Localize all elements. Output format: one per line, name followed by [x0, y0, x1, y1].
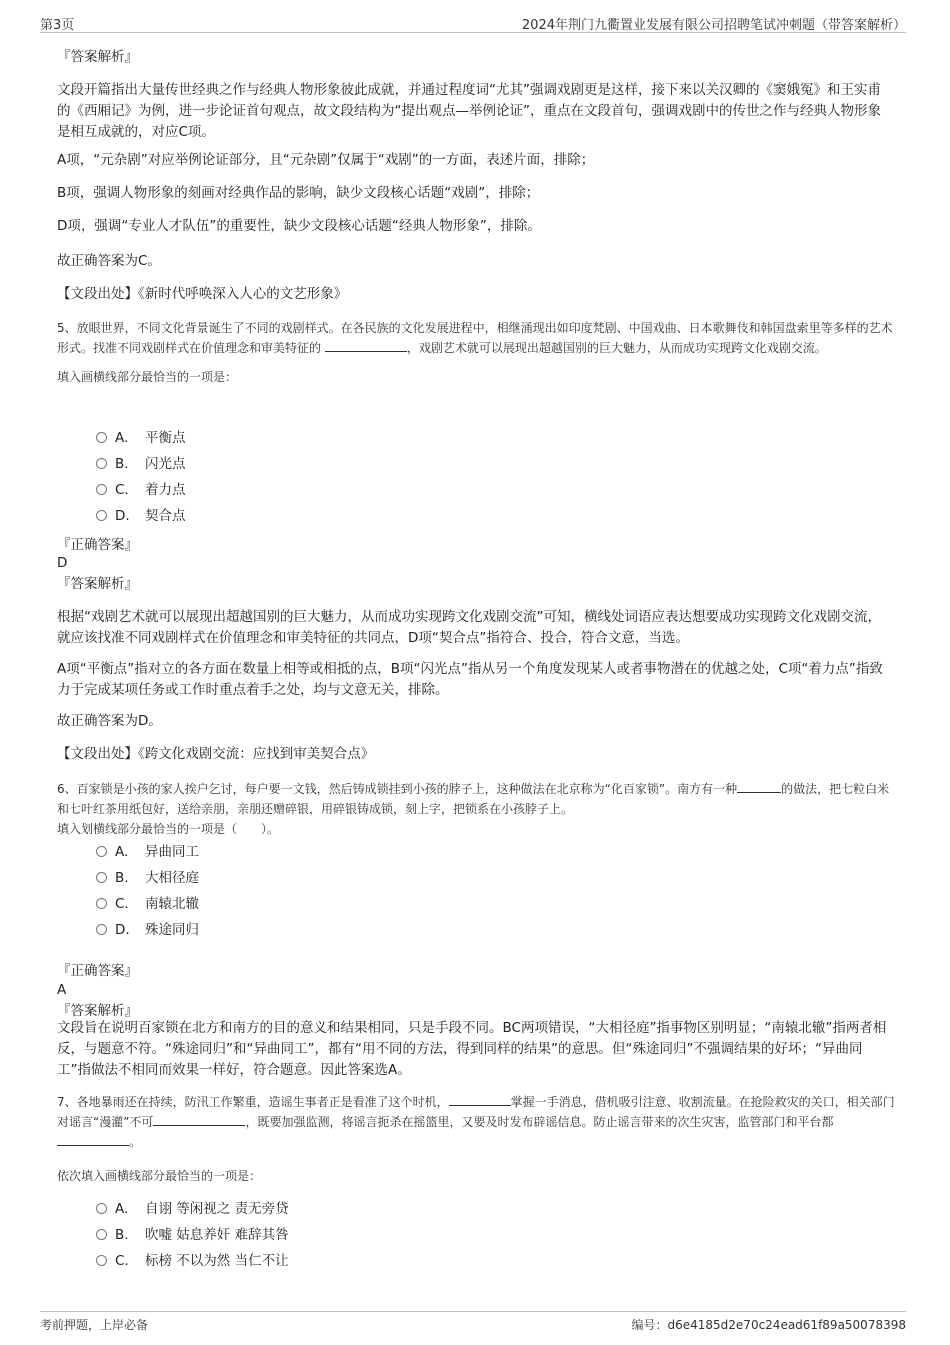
radio-button[interactable] — [96, 432, 107, 443]
analysis-paragraph: 文段旨在说明百家锁在北方和南方的目的意义和结果相同，只是手段不同。BC两项错误，“大相径庭”指事物区别明显；“南辕北辙”指两者相反，与题意不符。“殊途同归”和“异曲同工”，都有“用不同的方法，得到同样的结果”的意思。但“殊途同归”不强调结果的好坏；“异曲同工”指做法不相同而效果一样好，符合题意。因此答案选A。 — [57, 1020, 887, 1078]
source-citation: 【文段出处】《跨文化戏剧交流：应找到审美契合点》 — [57, 746, 375, 762]
option-b[interactable]: B. 大相径庭 — [96, 867, 199, 889]
radio-button[interactable] — [96, 846, 107, 857]
document-code: 编号：d6e4185d2e70c24ead61f89a50078398 — [631, 1318, 906, 1332]
option-b[interactable]: B. 闪光点 — [96, 453, 186, 475]
answer-value: D — [57, 555, 68, 571]
option-c[interactable]: C. 标榜 不以为然 当仁不让 — [96, 1250, 289, 1272]
question-prompt: 依次填入画横线部分最恰当的一项是： — [57, 1169, 262, 1183]
radio-button[interactable] — [96, 1229, 107, 1240]
analysis-paragraph: A项，“元杂剧”对应举例论证部分，且“元杂剧”仅属于“戏剧”的一方面，表述片面，排除； — [57, 152, 595, 168]
correct-answer-statement: 故正确答案为C。 — [57, 253, 161, 269]
radio-button[interactable] — [96, 924, 107, 935]
question-stem: 6、百家锁是小孩的家人挨户乞讨，每户要一文钱，然后铸成锁挂到小孩的脖子上，这种做法在北京称为“化百家锁”。南方有一种 的做法，把七粒白米和七叶红茶用纸包好，送给亲朋，亲朋还赠碎银，用碎银铸成锁，刻上字，把锁系在小孩脖子上。 — [57, 779, 899, 819]
analysis-paragraph: D项，强调“专业人才队伍”的重要性，缺少文段核心话题“经典人物形象”，排除。 — [57, 218, 541, 234]
question-prompt: 填入画横线部分最恰当的一项是： — [57, 370, 238, 384]
page-footer — [40, 1311, 906, 1334]
page-number: 第3页 — [40, 18, 75, 33]
analysis-label: 『答案解析』 — [57, 49, 138, 65]
option-d[interactable]: D. 殊途同归 — [96, 919, 199, 941]
analysis-paragraph: 根据“戏剧艺术就可以展现出超越国别的巨大魅力，从而成功实现跨文化戏剧交流”可知，横线处词语应表达想要成功实现跨文化戏剧交流，就应该找准不同戏剧样式在价值理念和审美特征的共同点，D项“契合点”指符合、投合，符合文意，当选。 — [57, 609, 881, 646]
option-c[interactable]: C. 南辕北辙 — [96, 893, 199, 915]
option-b[interactable]: B. 吹嘘 姑息养奸 难辞其咎 — [96, 1224, 289, 1246]
fill-blank — [57, 1132, 129, 1146]
option-a[interactable]: A. 平衡点 — [96, 427, 186, 449]
analysis-paragraph: 文段开篇指出大量传世经典之作与经典人物形象彼此成就，并通过程度词“尤其”强调戏剧更是这样，接下来以关汉卿的《窦娥冤》和王实甫的《西厢记》为例，进一步论证首句观点，故文段结构为“提出观点—举例论证”，重点在文段首句，强调戏剧中的传世之作与经典人物形象是相互成就的，对应C项。 — [57, 82, 881, 140]
question-stem: 5、放眼世界，不同文化背景诞生了不同的戏剧样式。在各民族的文化发展进程中，相继涌现出如印度梵剧、中国戏曲、日本歌舞伎和韩国盘索里等多样的艺术形式。找准不同戏剧样式在价值理念和审美特征的 ，戏剧艺术就可以展现出超越国别的巨大魅力，从而成功实现跨文化戏剧交流。 — [57, 321, 893, 355]
fill-blank — [153, 1112, 245, 1126]
fill-blank — [325, 338, 407, 352]
radio-button[interactable] — [96, 898, 107, 909]
analysis-label: 『答案解析』 — [57, 576, 138, 592]
page-header — [40, 11, 906, 33]
radio-button[interactable] — [96, 510, 107, 521]
answer-label: 『正确答案』 — [57, 537, 138, 553]
radio-button[interactable] — [96, 484, 107, 495]
correct-answer-statement: 故正确答案为D。 — [57, 713, 162, 729]
footer-slogan: 考前押题，上岸必备 — [40, 1318, 149, 1332]
question-stem: 7、各地暴雨还在持续，防汛工作繁重，造谣生事者正是看准了这个时机， 掌握一手消息，借机吸引注意、收割流量。在抢险救灾的关口，相关部门对谣言“漫灌”不可 ，既要加强监测，将谣言扼杀在摇篮里，又要及时发布辟谣信息。防止谣言带来的次生灾害，监管部门和平台都。 — [57, 1092, 899, 1152]
answer-value: A — [57, 982, 67, 998]
answer-label: 『正确答案』 — [57, 963, 138, 979]
analysis-paragraph: A项“平衡点”指对立的各方面在数量上相等或相抵的点，B项“闪光点”指从另一个角度发现某人或者事物潜在的优越之处，C项“着力点”指致力于完成某项任务或工作时重点着手之处，均与文意无关，排除。 — [57, 661, 883, 698]
fill-blank — [737, 779, 781, 793]
radio-button[interactable] — [96, 1255, 107, 1266]
radio-button[interactable] — [96, 1203, 107, 1214]
question-prompt: 填入划横线部分最恰当的一项是（ ）。 — [57, 822, 280, 836]
analysis-paragraph: B项，强调人物形象的刻画对经典作品的影响，缺少文段核心话题“戏剧”，排除； — [57, 185, 540, 201]
option-a[interactable]: A. 自诩 等闲视之 责无旁贷 — [96, 1198, 289, 1220]
radio-button[interactable] — [96, 458, 107, 469]
analysis-label: 『答案解析』 — [57, 1003, 138, 1019]
radio-button[interactable] — [96, 872, 107, 883]
document-title: 2024年荆门九衢置业发展有限公司招聘笔试冲刺题（带答案解析） — [521, 18, 906, 33]
fill-blank — [449, 1092, 511, 1106]
option-a[interactable]: A. 异曲同工 — [96, 841, 199, 863]
option-c[interactable]: C. 着力点 — [96, 479, 186, 501]
option-d[interactable]: D. 契合点 — [96, 505, 186, 527]
source-citation: 【文段出处】《新时代呼唤深入人心的文艺形象》 — [57, 286, 348, 302]
